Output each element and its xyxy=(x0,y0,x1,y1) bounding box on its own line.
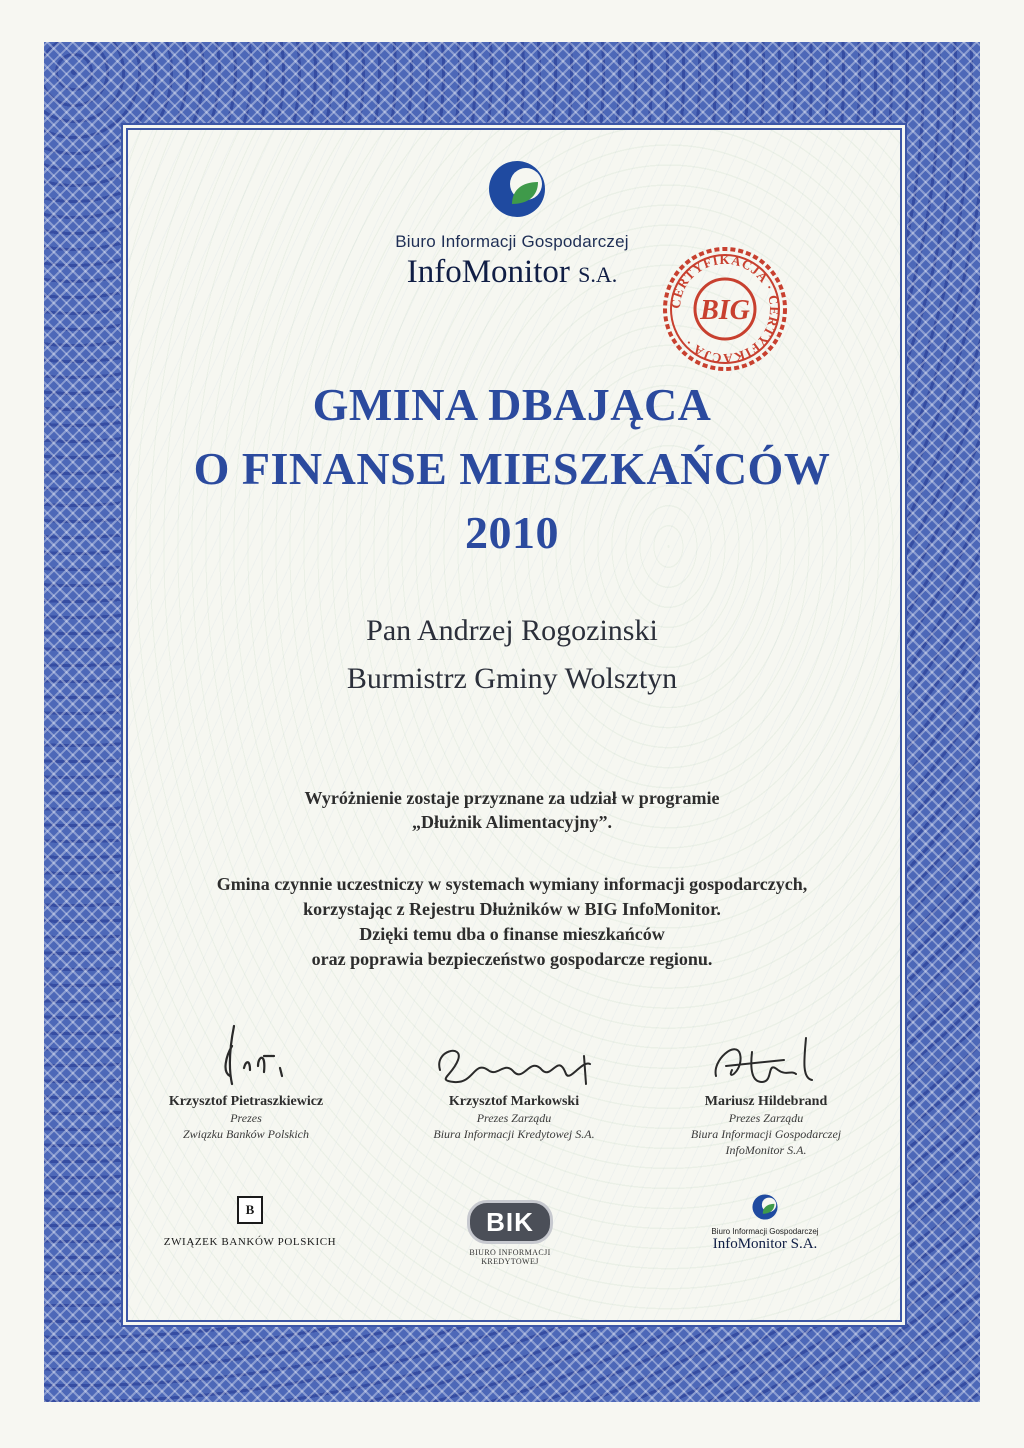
signatory-2 xyxy=(384,1030,644,1142)
signatory-3-role-1: Prezes Zarządu xyxy=(728,1111,804,1125)
signatory-3-role-2: Biura Informacji Gospodarczej xyxy=(690,1127,842,1141)
description-line-1: Gmina czynnie uczestniczy w systemach wymiany informacji gospodarczych, xyxy=(216,874,808,894)
description-line-4: oraz poprawia bezpieczeństwo gospodarcze regionu. xyxy=(311,949,713,969)
award-text-line-2: „Dłużnik Alimentacyjny”. xyxy=(411,812,612,832)
signatory-3-name: Mariusz Hildebrand xyxy=(704,1094,828,1109)
signatory-2-name: Krzysztof Markowski xyxy=(448,1094,580,1109)
infomonitor-footer-logo xyxy=(690,1194,840,1253)
description-line-2: korzystając z Rejestru Dłużników w BIG InfoMonitor. xyxy=(303,899,721,919)
title-line-1: GMINA DBAJĄCA xyxy=(312,379,712,430)
zbp-logo-icon: B xyxy=(237,1196,263,1224)
issuer-name-main: InfoMonitor xyxy=(406,254,570,290)
recipient-name: Pan Andrzej Rogozinski xyxy=(366,614,658,647)
signatory-1-role-1: Prezes xyxy=(230,1111,262,1125)
signature-2-icon xyxy=(414,1030,614,1092)
stamp-center-text: BIG xyxy=(700,295,750,326)
bik-logo-text: BIURO INFORMACJI KREDYTOWEJ xyxy=(469,1248,551,1266)
description-line-3: Dzięki temu dba o finanse mieszkańców xyxy=(359,924,665,944)
zbp-logo xyxy=(150,1196,350,1248)
signature-1-icon xyxy=(186,1016,306,1092)
recipient-position: Burmistrz Gminy Wolsztyn xyxy=(346,662,678,695)
title-line-2: O FINANSE MIESZKAŃCÓW xyxy=(193,443,831,494)
infomonitor-small-logo-icon xyxy=(752,1194,778,1220)
stamp-ring-text: CERTYFIKACJA · CERTYFIKACJA · xyxy=(667,251,783,367)
bik-logo xyxy=(440,1200,580,1266)
signatory-1 xyxy=(116,1016,376,1142)
award-text-line-1: Wyróżnienie zostaje przyznane za udział w programie xyxy=(304,788,720,808)
issuer-subtitle: Biuro Informacji Gospodarczej xyxy=(395,232,629,251)
signatory-3-role-3: InfoMonitor S.A. xyxy=(725,1143,807,1157)
title-year: 2010 xyxy=(465,507,559,558)
zbp-logo-text: ZWIĄZEK BANKÓW POLSKICH xyxy=(163,1236,337,1248)
certyfikacja-stamp-icon xyxy=(660,244,790,374)
signatory-3 xyxy=(636,1030,896,1158)
signatory-1-role-2: Związku Banków Polskich xyxy=(183,1127,309,1141)
signatory-2-role-2: Biura Informacji Kredytowej S.A. xyxy=(433,1127,595,1141)
signatory-1-name: Krzysztof Pietraszkiewicz xyxy=(168,1094,324,1109)
signatory-2-role-1: Prezes Zarządu xyxy=(476,1111,552,1125)
bik-logo-icon: BIK xyxy=(467,1200,553,1244)
infomonitor-footer-name: InfoMonitor S.A. xyxy=(712,1236,818,1252)
signature-3-icon xyxy=(666,1030,866,1092)
issuer-name-suffix: S.A. xyxy=(578,262,618,287)
infomonitor-logo-icon xyxy=(488,160,546,218)
infomonitor-footer-subtitle: Biuro Informacji Gospodarczej xyxy=(711,1227,819,1236)
